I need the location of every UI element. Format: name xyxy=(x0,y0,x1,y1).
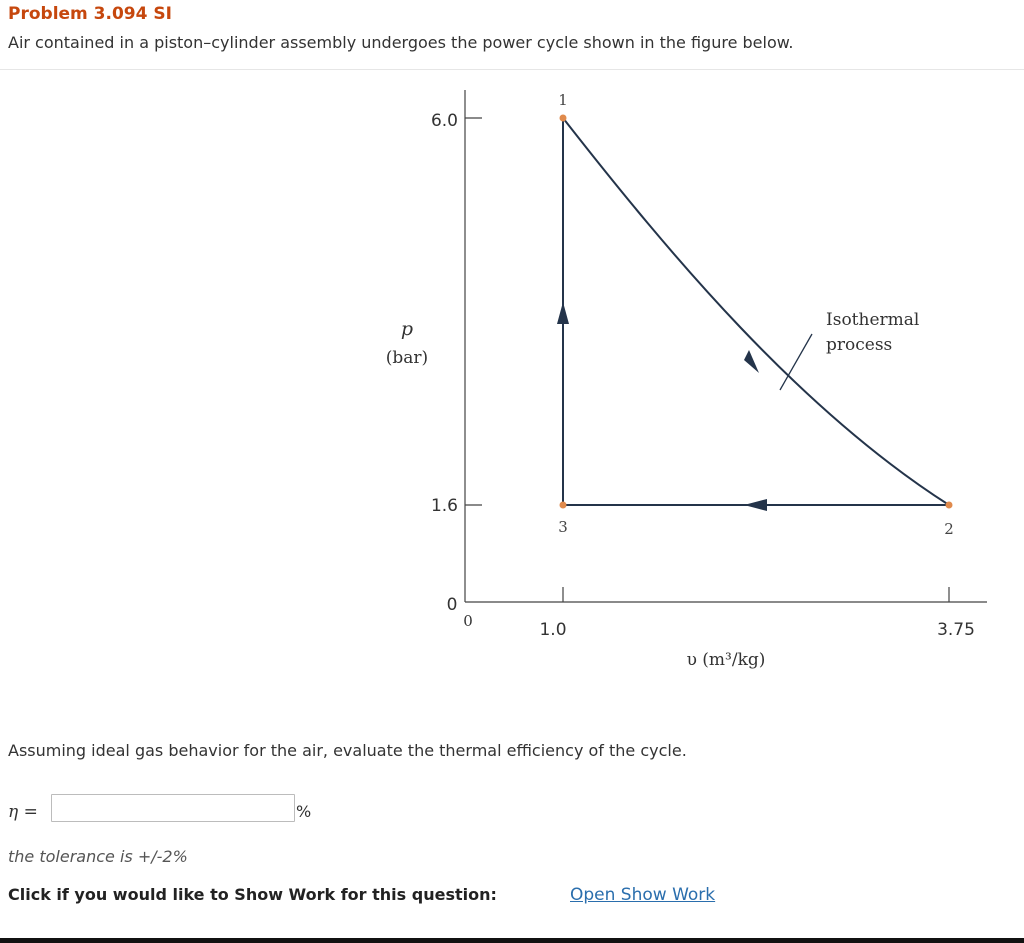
open-show-work-link[interactable]: Open Show Work xyxy=(570,885,716,905)
v-tick-label-1: 1.0 xyxy=(539,620,567,640)
header-divider xyxy=(0,69,1024,70)
p-axis-unit: (bar) xyxy=(385,348,429,368)
bottom-bar xyxy=(0,938,1024,943)
arrow-left-icon xyxy=(744,499,767,511)
efficiency-input[interactable] xyxy=(51,794,295,822)
percent-unit: % xyxy=(296,802,312,821)
annotation-leader xyxy=(780,334,812,390)
state-point-1 xyxy=(560,115,567,122)
state-point-2 xyxy=(946,502,953,509)
question-text: Assuming ideal gas behavior for the air, evaluate the thermal efficiency of the cycle. xyxy=(8,741,687,760)
efficiency-symbol: η = xyxy=(8,802,38,822)
state-point-3 xyxy=(560,502,567,509)
v-tick-label-3-75: 3.75 xyxy=(937,620,975,640)
arrow-down-right-icon xyxy=(744,350,759,373)
state-label-2: 2 xyxy=(944,520,954,538)
pv-diagram xyxy=(370,80,1010,680)
state-label-3: 3 xyxy=(558,518,568,536)
pv-diagram-svg xyxy=(370,80,1010,680)
p-tick-label-1-6: 1.6 xyxy=(430,496,458,516)
annotation-line2: process xyxy=(826,335,893,355)
state-label-1: 1 xyxy=(558,91,568,109)
arrow-up-icon xyxy=(557,302,569,324)
p-origin-label: 0 xyxy=(446,595,458,615)
annotation-line1: Isothermal xyxy=(826,310,920,330)
show-work-label: Click if you would like to Show Work for this question: xyxy=(8,885,497,904)
show-work-row xyxy=(8,885,716,905)
v-origin-label: 0 xyxy=(463,612,473,630)
problem-intro: Air contained in a piston–cylinder assembly undergoes the power cycle shown in the figure below. xyxy=(8,33,794,52)
v-axis-label: υ (m³/kg) xyxy=(686,650,766,670)
p-tick-label-6: 6.0 xyxy=(430,111,458,131)
tolerance-note: the tolerance is +/-2% xyxy=(8,847,188,866)
problem-title: Problem 3.094 SI xyxy=(8,4,172,24)
p-axis-symbol: p xyxy=(400,318,414,340)
